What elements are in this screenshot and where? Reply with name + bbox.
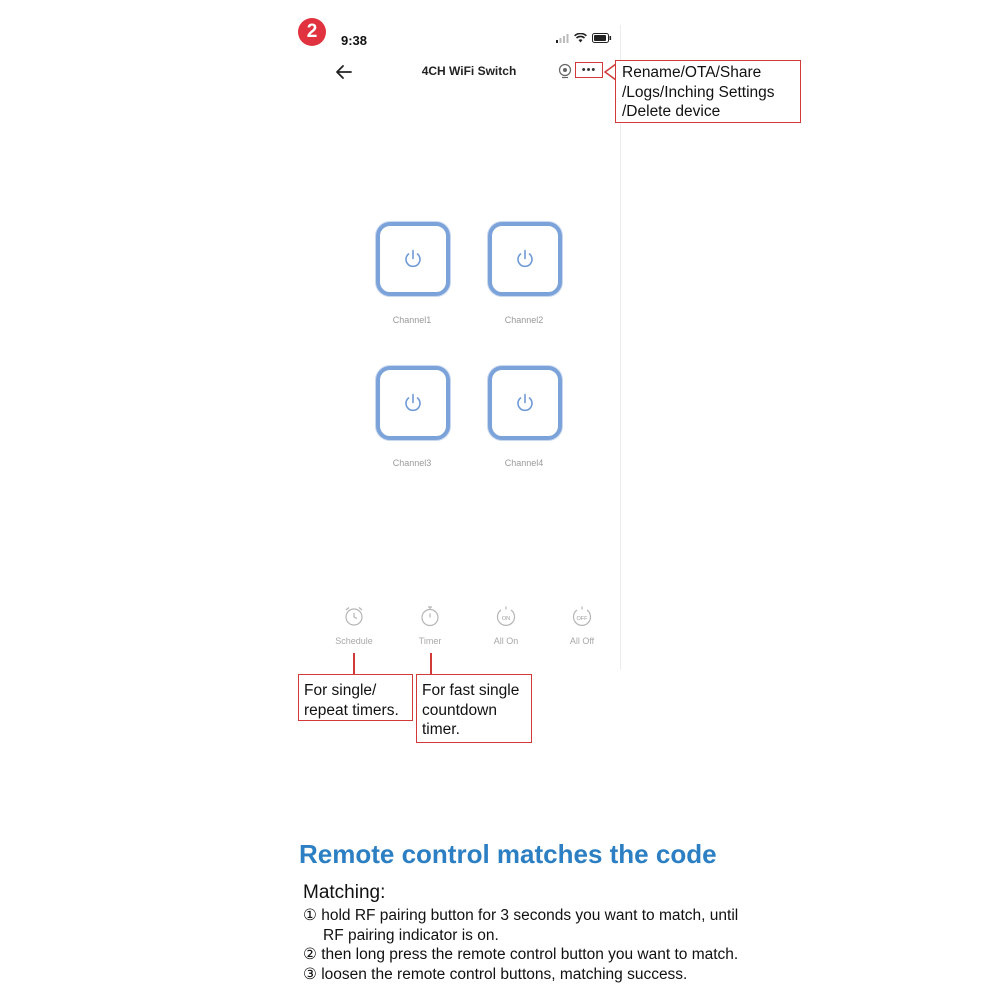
callout-line: /Logs/Inching Settings xyxy=(622,83,775,101)
on-badge-text: ON xyxy=(501,616,511,622)
signal-icon xyxy=(556,34,569,43)
step-2: ② then long press the remote control button you want to match. xyxy=(303,946,739,963)
note-line: countdown xyxy=(422,701,497,719)
battery-icon xyxy=(592,33,612,43)
channel-2-label: Channel2 xyxy=(504,315,544,325)
wifi-icon xyxy=(574,33,587,43)
all-on-button[interactable] xyxy=(471,605,541,646)
power-on-icon xyxy=(495,605,517,627)
note-line: repeat timers. xyxy=(304,701,399,719)
channel-4-label: Channel4 xyxy=(504,458,544,468)
section-heading: Remote control matches the code xyxy=(299,839,717,869)
stopwatch-icon xyxy=(419,605,441,627)
power-icon xyxy=(514,248,536,270)
schedule-button[interactable] xyxy=(319,605,389,646)
timer-note xyxy=(416,674,532,743)
camera-icon[interactable] xyxy=(557,63,573,79)
matching-steps xyxy=(303,906,823,984)
timer-button[interactable] xyxy=(395,605,465,646)
all-on-label: All On xyxy=(493,636,519,646)
channel-2-button[interactable] xyxy=(488,222,562,296)
callout-line: /Delete device xyxy=(622,103,721,120)
step-1: ① hold RF pairing button for 3 seconds you want to match, until xyxy=(303,907,739,924)
channel-4-button[interactable] xyxy=(488,366,562,440)
power-icon xyxy=(402,248,424,270)
step-1-continued: RF pairing indicator is on. xyxy=(323,926,499,944)
all-off-button[interactable] xyxy=(547,605,617,646)
channel-3-label: Channel3 xyxy=(392,458,432,468)
power-icon xyxy=(402,392,424,414)
schedule-note xyxy=(298,674,413,721)
status-time: 9:38 xyxy=(341,33,368,48)
timer-label: Timer xyxy=(418,636,442,646)
channel-1-label: Channel1 xyxy=(392,315,432,325)
note-line: timer. xyxy=(422,721,460,738)
menu-options-callout xyxy=(615,60,801,123)
power-icon xyxy=(514,392,536,414)
callout-line: Rename/OTA/Share xyxy=(622,64,762,81)
alarm-clock-icon xyxy=(343,605,365,627)
channel-3-button[interactable] xyxy=(376,366,450,440)
power-off-icon xyxy=(571,605,593,627)
note-line: For single/ xyxy=(304,682,377,699)
schedule-callout-connector xyxy=(353,653,355,675)
more-options-button[interactable]: ••• xyxy=(575,62,603,78)
page-title: 4CH WiFi Switch xyxy=(421,64,517,78)
note-line: For fast single xyxy=(422,682,520,699)
channel-1-button[interactable] xyxy=(376,222,450,296)
all-off-label: All Off xyxy=(569,636,595,646)
schedule-label: Schedule xyxy=(335,636,373,646)
back-arrow-icon[interactable] xyxy=(334,62,354,82)
step-badge: 2 xyxy=(298,18,326,46)
status-icons xyxy=(556,33,612,43)
off-badge-text: OFF xyxy=(576,616,588,622)
step-3: ③ loosen the remote control buttons, matching success. xyxy=(303,965,688,983)
timer-callout-connector xyxy=(430,653,432,675)
matching-title: Matching: xyxy=(303,882,386,903)
